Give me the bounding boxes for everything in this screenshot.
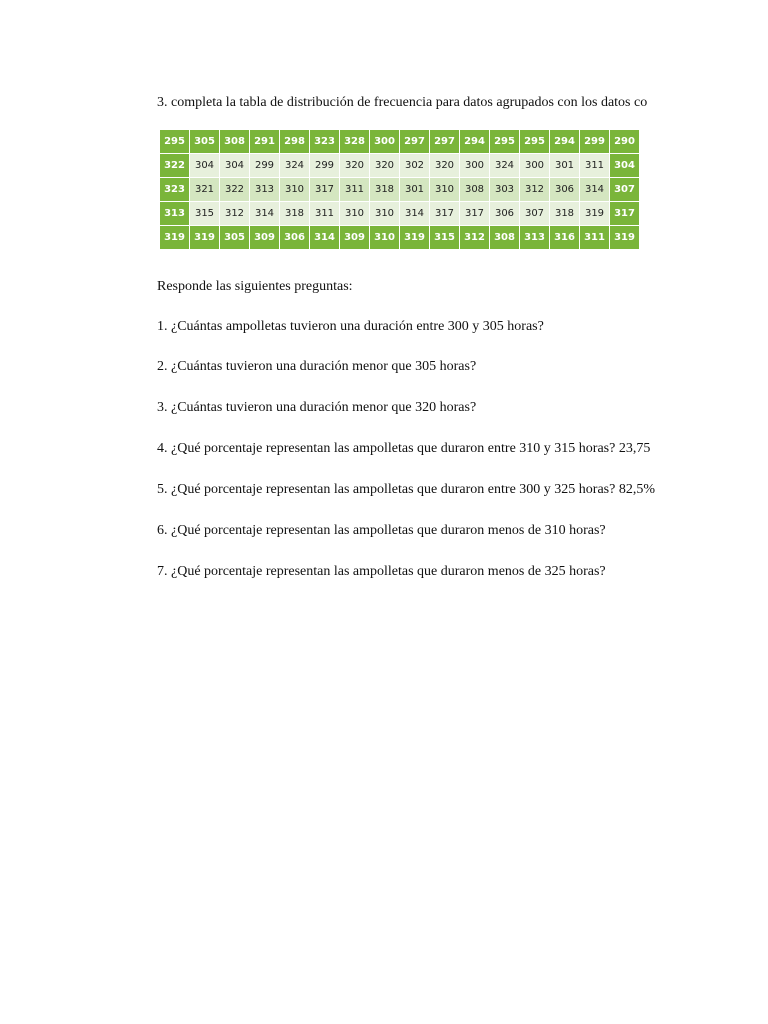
table-row [160, 202, 639, 225]
table-cell: 312 [460, 226, 489, 249]
table-cell: 306 [490, 202, 519, 225]
question-5: 5. ¿Qué porcentaje representan las ampolletas que duraron entre 300 y 325 horas? 82,5% [157, 482, 655, 497]
table-cell: 313 [160, 202, 189, 225]
table-cell: 328 [340, 130, 369, 153]
table-cell: 299 [310, 154, 339, 177]
table-cell: 310 [370, 226, 399, 249]
table-cell: 324 [280, 154, 309, 177]
table-cell: 311 [580, 226, 609, 249]
question-6: 6. ¿Qué porcentaje representan las ampolletas que duraron menos de 310 horas? [157, 523, 606, 538]
table-row [160, 154, 639, 177]
question-3: 3. ¿Cuántas tuvieron una duración menor que 320 horas? [157, 400, 477, 415]
table-cell: 324 [490, 154, 519, 177]
table-row [160, 130, 639, 153]
table-cell: 318 [550, 202, 579, 225]
table-cell: 310 [280, 178, 309, 201]
table-row [160, 178, 639, 201]
table-cell: 297 [430, 130, 459, 153]
table-cell: 306 [280, 226, 309, 249]
table-cell: 295 [490, 130, 519, 153]
table-cell: 317 [430, 202, 459, 225]
table-cell: 304 [190, 154, 219, 177]
table-cell: 310 [370, 202, 399, 225]
data-table [159, 129, 640, 250]
table-cell: 308 [220, 130, 249, 153]
table-cell: 320 [340, 154, 369, 177]
table-cell: 319 [160, 226, 189, 249]
table-cell: 295 [160, 130, 189, 153]
table-cell: 308 [460, 178, 489, 201]
table-cell: 318 [280, 202, 309, 225]
table-cell: 301 [550, 154, 579, 177]
table-cell: 297 [400, 130, 429, 153]
table-cell: 320 [430, 154, 459, 177]
table-cell: 311 [580, 154, 609, 177]
table-cell: 323 [310, 130, 339, 153]
table-cell: 311 [340, 178, 369, 201]
table-cell: 322 [220, 178, 249, 201]
table-cell: 304 [610, 154, 639, 177]
data-table-body [160, 130, 639, 249]
table-cell: 305 [220, 226, 249, 249]
question-2: 2. ¿Cuántas tuvieron una duración menor que 305 horas? [157, 359, 477, 374]
table-cell: 317 [460, 202, 489, 225]
table-cell: 318 [370, 178, 399, 201]
table-row [160, 226, 639, 249]
table-cell: 295 [520, 130, 549, 153]
table-cell: 291 [250, 130, 279, 153]
table-cell: 300 [370, 130, 399, 153]
table-cell: 321 [190, 178, 219, 201]
table-cell: 302 [400, 154, 429, 177]
table-cell: 317 [610, 202, 639, 225]
table-cell: 305 [190, 130, 219, 153]
table-cell: 299 [580, 130, 609, 153]
question-7: 7. ¿Qué porcentaje representan las ampolletas que duraron menos de 325 horas? [157, 564, 606, 579]
table-cell: 314 [400, 202, 429, 225]
table-cell: 319 [400, 226, 429, 249]
table-cell: 299 [250, 154, 279, 177]
table-cell: 303 [490, 178, 519, 201]
table-cell: 314 [580, 178, 609, 201]
table-cell: 319 [580, 202, 609, 225]
table-cell: 315 [190, 202, 219, 225]
table-cell: 301 [400, 178, 429, 201]
table-cell: 315 [430, 226, 459, 249]
table-cell: 319 [190, 226, 219, 249]
table-cell: 314 [310, 226, 339, 249]
table-cell: 298 [280, 130, 309, 153]
table-cell: 306 [550, 178, 579, 201]
table-cell: 294 [550, 130, 579, 153]
table-cell: 310 [340, 202, 369, 225]
table-cell: 307 [610, 178, 639, 201]
table-cell: 319 [610, 226, 639, 249]
table-cell: 294 [460, 130, 489, 153]
table-cell: 300 [460, 154, 489, 177]
table-cell: 311 [310, 202, 339, 225]
table-cell: 309 [340, 226, 369, 249]
table-cell: 313 [250, 178, 279, 201]
table-cell: 313 [520, 226, 549, 249]
table-cell: 300 [520, 154, 549, 177]
table-cell: 320 [370, 154, 399, 177]
table-cell: 316 [550, 226, 579, 249]
table-cell: 308 [490, 226, 519, 249]
table-cell: 317 [310, 178, 339, 201]
table-cell: 310 [430, 178, 459, 201]
table-cell: 314 [250, 202, 279, 225]
question-1: 1. ¿Cuántas ampolletas tuvieron una duración entre 300 y 305 horas? [157, 319, 544, 334]
questions-heading: Responde las siguientes preguntas: [157, 279, 353, 294]
table-cell: 307 [520, 202, 549, 225]
table-cell: 312 [520, 178, 549, 201]
table-cell: 323 [160, 178, 189, 201]
table-cell: 322 [160, 154, 189, 177]
table-cell: 312 [220, 202, 249, 225]
table-cell: 304 [220, 154, 249, 177]
question-4: 4. ¿Qué porcentaje representan las ampolletas que duraron entre 310 y 315 horas? 23,75 [157, 441, 651, 456]
exercise-title: 3. completa la tabla de distribución de frecuencia para datos agrupados con los datos co [157, 95, 648, 110]
table-cell: 309 [250, 226, 279, 249]
table-cell: 290 [610, 130, 639, 153]
document-page [157, 0, 685, 1024]
